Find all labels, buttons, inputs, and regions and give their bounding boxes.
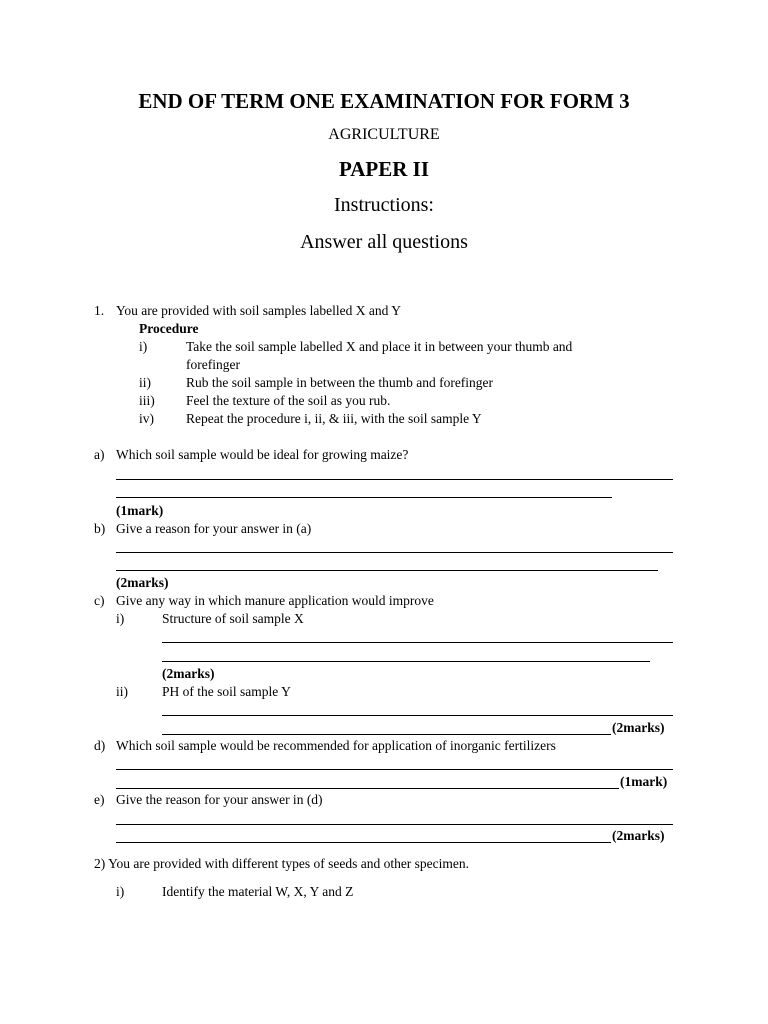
answer-line[interactable] — [116, 824, 673, 825]
step-text-continued: forefinger — [186, 357, 240, 372]
step-number: iii) — [139, 393, 155, 408]
part-c-label: c) — [94, 593, 105, 608]
answer-line[interactable] — [116, 497, 612, 498]
part-e-question: Give the reason for your answer in (d) — [116, 792, 323, 807]
step-number: ii) — [139, 375, 151, 390]
step-text: Rub the soil sample in between the thumb and forefinger — [186, 375, 494, 390]
answer-line[interactable] — [162, 734, 611, 735]
part-b-question: Give a reason for your answer in (a) — [116, 521, 312, 536]
q2-stem: 2) You are provided with different types of seeds and other specimen. — [94, 856, 470, 871]
answer-line[interactable] — [116, 570, 658, 571]
answer-line[interactable] — [162, 642, 673, 643]
part-d-question: Which soil sample would be recommended for application of inorganic fertilizers — [116, 738, 556, 753]
q2-i-number: i) — [116, 884, 125, 899]
q2-i-question: Identify the material W, X, Y and Z — [162, 884, 354, 899]
answer-line[interactable] — [116, 842, 611, 843]
step-text: Repeat the procedure i, ii, & iii, with the soil sample Y — [186, 411, 482, 426]
step-text: Take the soil sample labelled X and place it in between your thumb and — [186, 339, 573, 354]
part-c-ii-marks: (2marks) — [612, 720, 665, 735]
answer-line[interactable] — [116, 552, 673, 553]
part-c-ii-question: PH of the soil sample Y — [162, 684, 291, 699]
part-e-marks: (2marks) — [612, 828, 665, 843]
answer-line[interactable] — [116, 769, 673, 770]
part-e-label: e) — [94, 792, 105, 807]
part-d-marks: (1mark) — [620, 774, 668, 789]
step-text: Feel the texture of the soil as you rub. — [186, 393, 391, 408]
paper-label: PAPER II — [338, 157, 430, 181]
answer-line[interactable] — [116, 788, 619, 789]
part-c-question: Give any way in which manure application would improve — [116, 593, 434, 608]
instructions-text: Answer all questions — [300, 231, 468, 253]
part-d-label: d) — [94, 738, 106, 753]
step-number: iv) — [139, 411, 154, 426]
q1-number: 1. — [94, 303, 105, 318]
answer-line[interactable] — [162, 715, 673, 716]
procedure-heading: Procedure — [139, 321, 199, 336]
exam-title: END OF TERM ONE EXAMINATION FOR FORM 3 — [138, 89, 630, 113]
part-a-marks: (1mark) — [116, 503, 164, 518]
part-a-question: Which soil sample would be ideal for growing maize? — [116, 447, 409, 462]
step-number: i) — [139, 339, 148, 354]
part-c-i-number: i) — [116, 611, 125, 626]
instructions-heading: Instructions: — [334, 194, 434, 216]
q1-stem: You are provided with soil samples labelled X and Y — [116, 303, 401, 318]
part-c-i-question: Structure of soil sample X — [162, 611, 304, 626]
part-c-i-marks: (2marks) — [162, 666, 215, 681]
answer-line[interactable] — [162, 661, 650, 662]
part-c-ii-number: ii) — [116, 684, 128, 699]
subject-name: AGRICULTURE — [328, 126, 440, 143]
answer-line[interactable] — [116, 479, 673, 480]
part-b-marks: (2marks) — [116, 575, 169, 590]
part-b-label: b) — [94, 521, 106, 536]
part-a-label: a) — [94, 447, 105, 462]
